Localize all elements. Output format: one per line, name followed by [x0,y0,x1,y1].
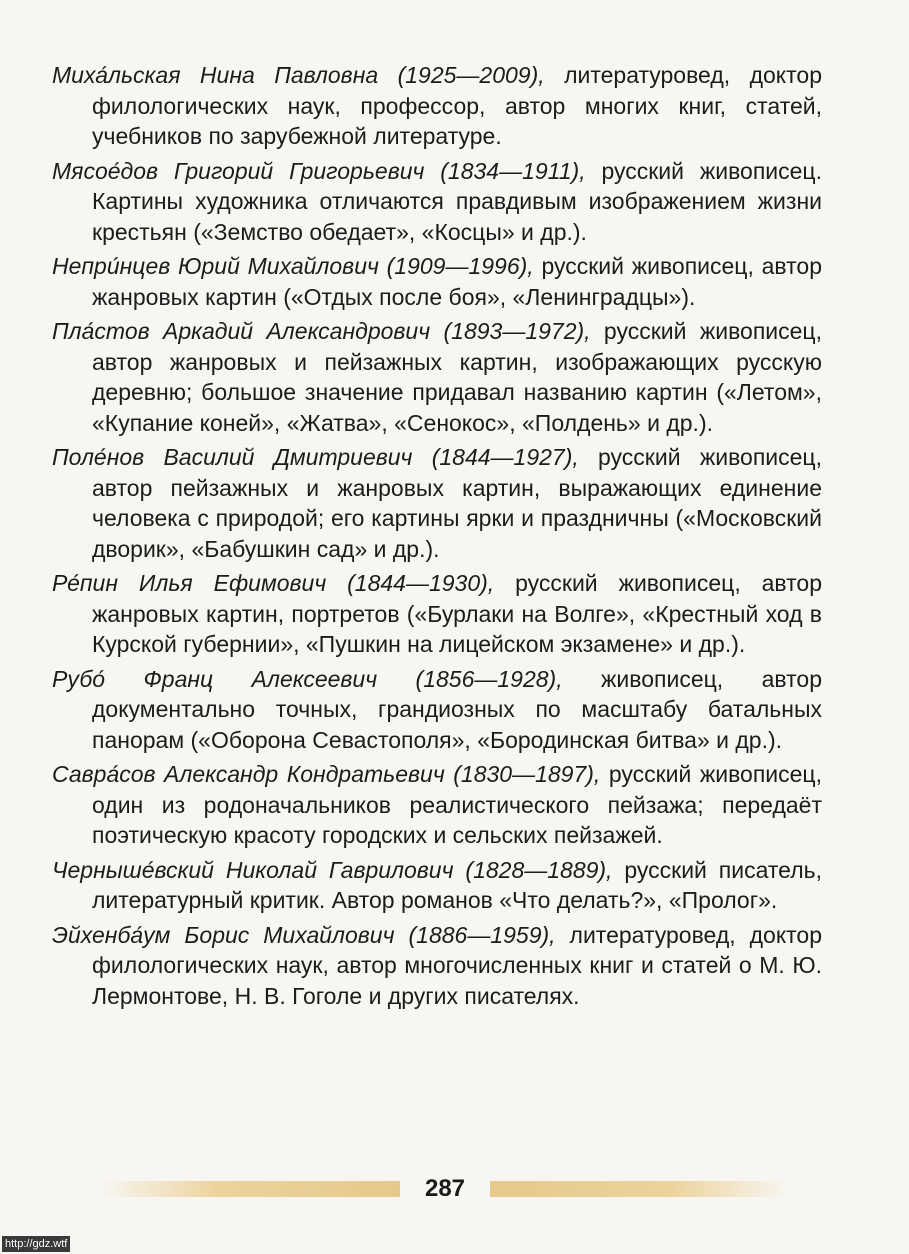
entry-name: Мясое́дов Григорий Григорьевич (1834—1911), [52,157,586,184]
entry-description: живописец, автор документально точных, грандиозных по масштабу батальных панорам («Оборона Севастополя», «Бородинская битва» и др.). [92,665,822,753]
entry-description: русский живописец. Картины художника отличаются правдивым изображением жизни крестьян («Земство обедает», «Косцы» и др.). [92,157,822,245]
entry-name: Пла́стов Аркадий Александрович (1893—1972), [52,318,591,344]
entry-name: Рубо́ Франц Алексеевич (1856—1928), [52,665,563,692]
entry-name: Савра́сов Александр Кондратьевич (1830—1897), [52,761,601,787]
entry-description: русский живописец, автор жанровых и пейзажных картин, изображающих русскую деревню; большое значение придавал названию картин («Летом», «Купание коней», «Жатва», «Сенокос», «Полдень» и др.). [92,318,822,436]
glossary-entry [52,920,822,1012]
glossary-entry [52,60,822,152]
page-number: 287 [424,1175,466,1202]
entry-description: русский живописец, автор пейзажных и жанровых картин, выражающих единение человека с природой; его картины ярки и праздничны («Московский дворик», «Бабушкин сад» и др.). [92,444,822,562]
entry-name: Непри́нцев Юрий Михайлович (1909—1996), [52,253,534,279]
entry-description: литературовед, доктор филологических наук, профессор, автор многих книг, статей, учебников по зарубежной литературе. [92,62,822,149]
glossary-entry [52,759,822,851]
footer-decorative-band-left [100,1181,400,1197]
entry-name: Ре́пин Илья Ефимович (1844—1930), [52,570,495,596]
entry-description: литературовед, доктор филологических наук, автор многочисленных книг и статей о М. Ю. Лермонтове, Н. В. Гоголе и других писателях. [92,921,823,1009]
entry-name: Эйхенба́ум Борис Михайлович (1886—1959), [52,921,556,948]
entry-description: русский живописец, автор жанровых картин, портретов («Бурлаки на Волге», «Крестный ход в Курской губернии», «Пушкин на лицейском экзамене» и др.). [92,570,822,657]
entry-name: Миха́льская Нина Павловна (1925—2009), [52,62,545,88]
glossary-entry [52,251,822,312]
entry-description: русский живописец, один из родоначальников реалистического пейзажа; передаёт поэтическую красоту городских и сельских пейзажей. [92,761,822,848]
glossary-entry [52,855,822,916]
entry-description: русский живописец, автор жанровых картин («Отдых после боя», «Ленинградцы»). [92,253,822,310]
page-footer [100,1172,800,1206]
footer-decorative-band-right [490,1181,790,1197]
glossary-entry [52,156,822,248]
glossary-entry [52,316,822,438]
entry-description: русский писатель, литературный критик. Автор романов «Что делать?», «Пролог». [92,856,822,913]
entry-name: Черныше́вский Николай Гаврилович (1828—1889), [52,856,613,883]
watermark-url: http://gdz.wtf [2,1236,70,1252]
glossary-list [52,60,822,1015]
entry-name: Поле́нов Василий Дмитриевич (1844—1927), [52,444,579,470]
glossary-entry [52,664,822,756]
glossary-entry [52,568,822,660]
glossary-entry [52,442,822,564]
